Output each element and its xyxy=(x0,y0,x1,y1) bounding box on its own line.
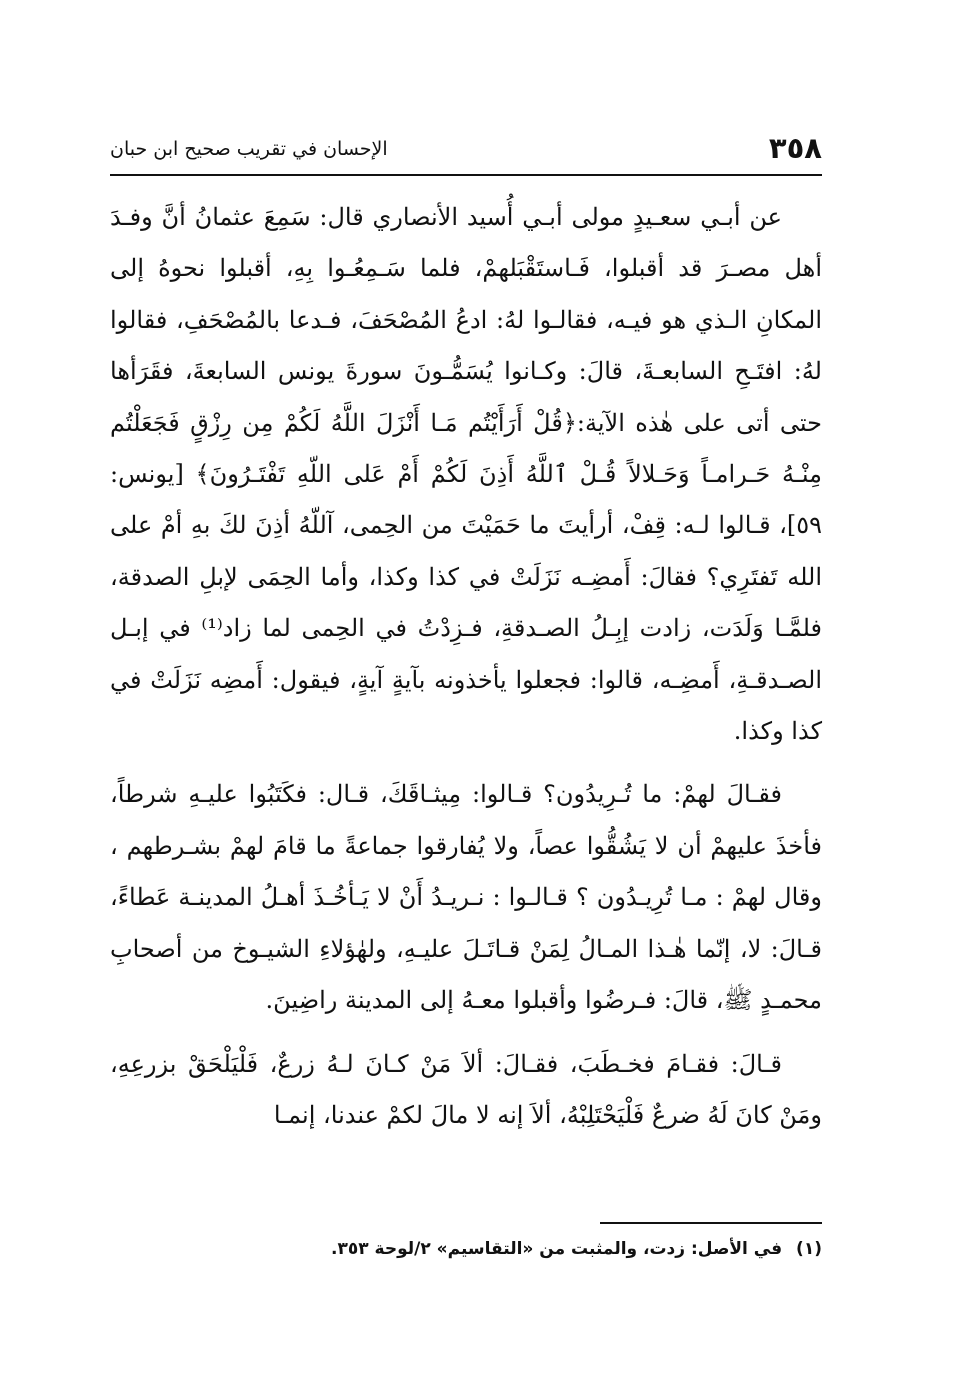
paragraph-3: قـالَ: فقـامَ فخـطَبَ، فقـالَ: ألاَ مَنْ كـانَ لـهُ زرعٌ، فَلْيَلْحَقْ بزرعِهِ، ومَنْ كانَ لَهُ ضرعٌ فَلْيَحْتَلِبْهُ، ألاَ إنه لا مالَ لكمْ عندنا، إنمـا xyxy=(110,1049,822,1129)
footnote xyxy=(110,1231,822,1267)
footnote-text: في الأصل: زدت، والمثبت من «التقاسيم» ٢/لوحة ٣٥٣. xyxy=(331,1239,783,1259)
paragraph-2: فقـالَ لهمْ: ما تُـرِيدُون؟ قـالوا: مِيثـاقَكَ، قـال: فكَتَبُوا عليـهِ شرطاً، فأخذَ عليهمْ أن لا يَشُقُّوا عصاً، ولا يُفارقوا جماعةً ما قامَ لهمْ بشـرطهم ، وقال لهمْ : مـا تُرِيـدُون ؟ قـالـوا : نـريـدُ أَنْ لا يَـأخُـذَ أهـلُ المدينـة عَطاءً، قـالَ: لا، إنّما هٰـذا المـالُ لِمَنْ قـاتَـلَ عليـهِ، ولهٰؤلاءِ الشيـوخ من أصحابِ محمـدٍ ﷺ، قالَ: فـرضُوا وأقبلوا معـهُ إلى المدينة راضِينَ. xyxy=(110,780,822,1015)
header-divider xyxy=(110,174,822,176)
page-number: ٣٥٨ xyxy=(768,131,822,165)
page-header xyxy=(110,128,822,174)
main-text xyxy=(110,192,822,1141)
footnote-marker: (١) xyxy=(796,1239,822,1259)
running-title: الإحسان في تقريب صحيح ابن حبان xyxy=(110,138,388,160)
footnote-divider xyxy=(600,1222,822,1224)
paragraph-1: عن أبـي سعـيدٍ مولى أبـي أُسيد الأنصاري قال: سَمِعَ عثمانُ أنَّ وفـدَ أهل مصـرَ قد أقبلوا، فَـاستَقْبَلهمْ، فلما سَـمِعُـوا بِهِ، أقبلوا نحوهُ إلى المكانِ الـذي هو فيـه، فقالـوا لهُ: ادعُ المُصْحَفَ، فـدعا بالمُصْحَفِ، فقالوا لهُ: افتَـحِ السابعـةَ، قالَ: وكـانوا يُسَمُّـونَ سورةَ يونس السابعةَ، فقَرَأها حتى أتى على هٰذه الآية:﴿قُلْ أَرَأَيْتُم مَـا أَنْزَلَ اللَّهُ لَكُمْ مِن رِزْقٍ فَجَعَلْتُم مِنْـهُ حَـرامـاً وَحَـلالاً قُـلْ ٱللَّهُ أَذِنَ لَكُمْ أَمْ عَلى اللّهِ تَفْتَـرُونَ﴾ [يونس: ٥٩]، قـالوا لـه: قِفْ، أرأيتَ ما حَمَيْتَ من الحِمى، آللّهُ أذِنَ لكَ بهِ أمْ على الله تَفتَرِي؟ فقالَ: أَمضِـه نَزَلَتْ في كذا وكذا، وأما الحِمَى لإبلِ الصدقة، فلمَّـا وَلَدَت، زادت إبِـلُ الصـدقةِ، فـزِدْتُ في الحِمى لما زاد⁽¹⁾ في إبـل الصـدقـةِ، أَمضِـه، قالوا: فجعلوا يأخذونه بآيةٍ آيةٍ، فيقول: أَمضِه نَزَلَتْ في كذا وكذا. xyxy=(110,203,823,746)
